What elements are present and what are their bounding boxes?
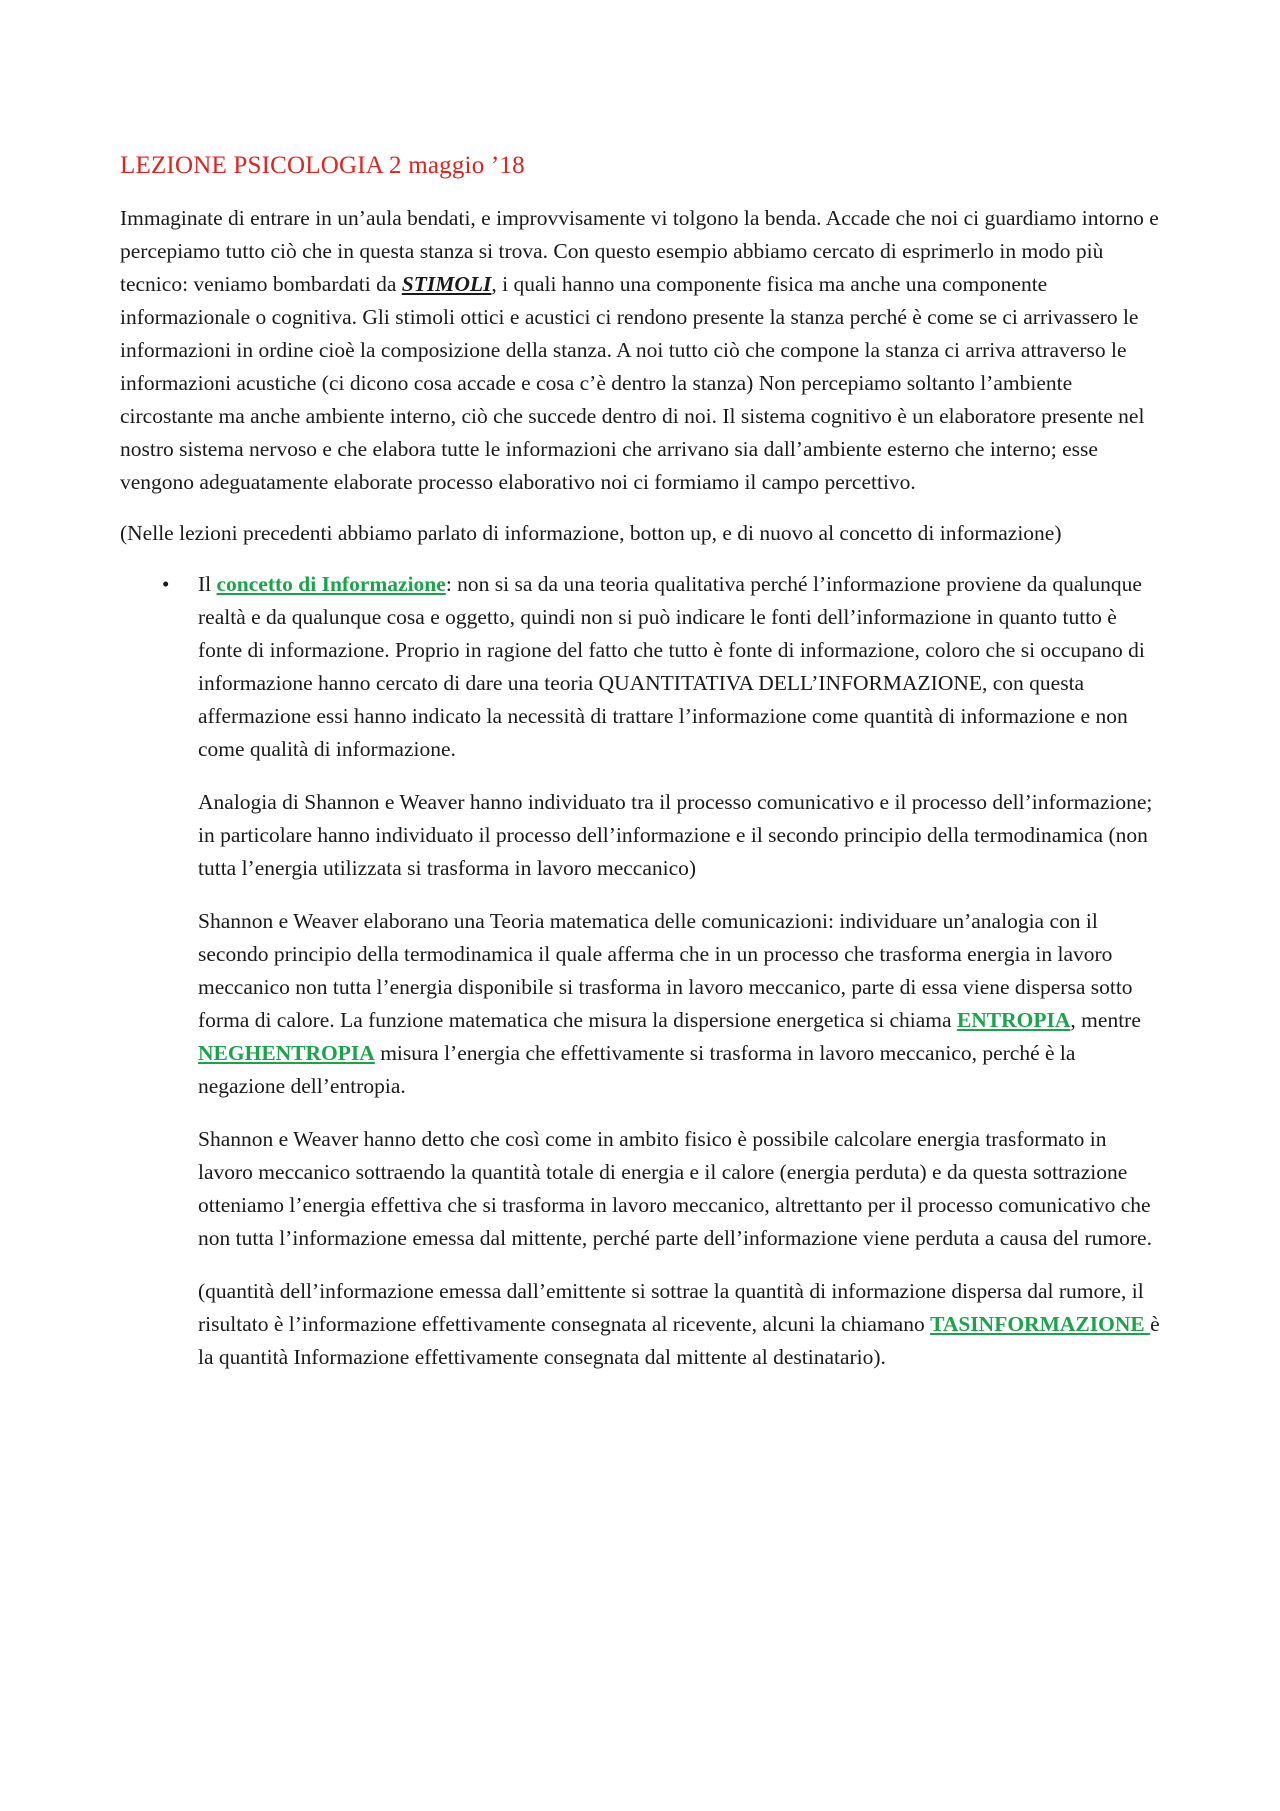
keyword-stimoli: STIMOLI [401,272,492,296]
note-paragraph: (Nelle lezioni precedenti abbiamo parlato di informazione, botton up, e di nuovo al concetto di informazione) [120,521,1062,545]
theory-paragraph [198,905,1162,1103]
quantity-text: (quantità dell’informazione emessa dall’emittente si sottrae la quantità di informazione dispersa dal rumore, il risultato è l’informazione effettivamente consegnata al ricevente, alcuni la chiamano [198,1279,1144,1336]
page-title: LEZIONE PSICOLOGIA 2 maggio ’18 [120,152,525,179]
concept-paragraph [198,568,1162,766]
concept-lead: Il [198,572,217,596]
quantity-text-cont: è la quantità Informazione effettivamente consegnata dal mittente al destinatario). [198,1312,1160,1369]
keyword-neghentropia: NEGHENTROPIA [198,1041,375,1065]
theory-middle: , mentre [1070,1008,1141,1032]
analogy-paragraph: Analogia di Shannon e Weaver hanno individuato tra il processo comunicativo e il processo dell’informazione; in particolare hanno individuato il processo dell’informazione e il secondo principio della termodinamica (non tutta l’energia utilizzata si trasforma in lavoro meccanico) [198,790,1153,880]
bullet-list-item [120,568,1162,1374]
bullet-marker: • [162,572,170,596]
quantity-paragraph [198,1275,1162,1374]
intro-text-cont: , i quali hanno una componente fisica ma anche una componente informazionale o cognitiva. Gli stimoli ottici e acustici ci rendono presente la stanza perché è come se ci arrivassero le informazioni in ordine cioè la composizione della stanza. A noi tutto ciò che compone la stanza ci arriva attraverso le informazioni acustiche (ci dicono cosa accade e cosa c’è dentro la stanza) Non percepiamo soltanto l’ambiente circostante ma anche ambiente interno, ciò che succede dentro di noi. Il sistema cognitivo è un elaboratore presente nel nostro sistema nervoso e che elabora tutte le informazioni che arrivano sia dall’ambiente esterno che interno; esse vengono adeguatamente elaborate processo elaborativo noi ci formiamo il campo percettivo. [120,272,1145,494]
keyword-tasinformazione: TASINFORMAZIONE [930,1312,1151,1336]
concept-text: : non si sa da una teoria qualitativa perché l’informazione proviene da qualunque realtà e da qualunque cosa e oggetto, quindi non si può indicare le fonti dell’informazione in quanto tutto è fonte di informazione. Proprio in ragione del fatto che tutto è fonte di informazione, coloro che si occupano di informazione hanno cercato di dare una teoria QUANTITATIVA DELL’INFORMAZIONE, con questa affermazione essi hanno indicato la necessità di trattare l’informazione come quantità di informazione e non come qualità di informazione. [198,572,1145,761]
intro-paragraph [120,202,1162,499]
shannon-paragraph: Shannon e Weaver hanno detto che così come in ambito fisico è possibile calcolare energia trasformato in lavoro meccanico sottraendo la quantità totale di energia e il calore (energia perduta) e da questa sottrazione otteniamo l’energia effettiva che si trasforma in lavoro meccanico, altrettanto per il processo comunicativo che non tutta l’informazione emessa dal mittente, perché parte dell’informazione viene perduta a causa del rumore. [198,1127,1152,1250]
intro-text: Immaginate di entrare in un’aula bendati, e improvvisamente vi tolgono la benda. Accade che noi ci guardiamo intorno e percepiamo tutto ciò che in questa stanza si trova. Con questo esempio abbiamo cercato di esprimerlo in modo più tecnico: veniamo bombardati da [120,206,1159,296]
theory-text: Shannon e Weaver elaborano una Teoria matematica delle comunicazioni: individuare un’analogia con il secondo principio della termodinamica il quale afferma che in un processo che trasforma energia in lavoro meccanico non tutta l’energia disponibile si trasforma in lavoro meccanico, parte di essa viene dispersa sotto forma di calore. La funzione matematica che misura la dispersione energetica si chiama [198,909,1133,1032]
keyword-entropia: ENTROPIA [956,1008,1071,1032]
theory-text-cont: misura l’energia che effettivamente si trasforma in lavoro meccanico, perché è la negazione dell’entropia. [198,1041,1076,1098]
keyword-concetto-informazione: concetto di Informazione [216,572,446,596]
